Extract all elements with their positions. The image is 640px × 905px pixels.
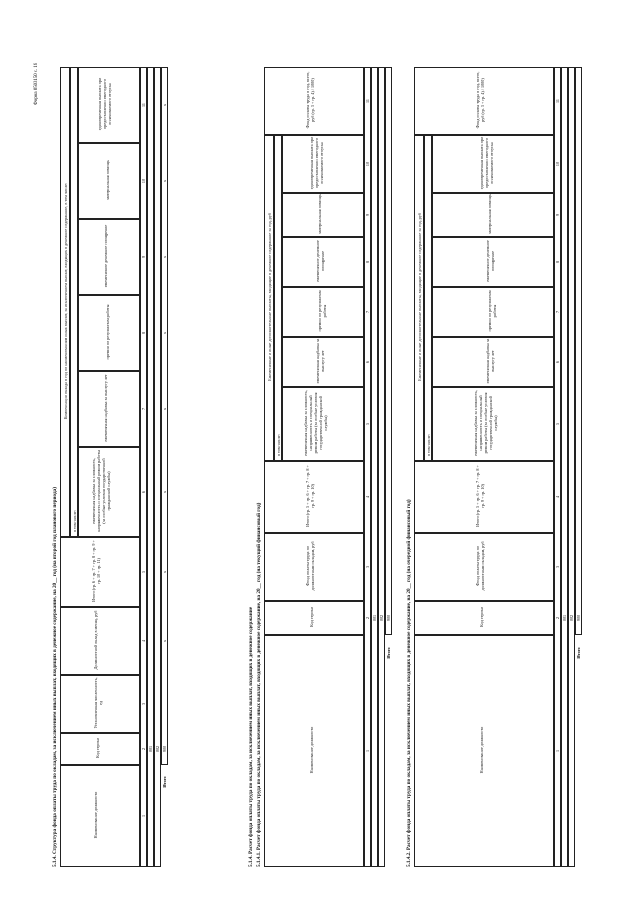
s1-x-mark: х (162, 490, 167, 494)
s3-header-c8: ежемесячное денежное поощрение (432, 237, 554, 287)
s1-total-label: Итого (162, 776, 167, 788)
s1-colnum: 11 (141, 102, 146, 108)
s3-header-c7: премии по результатам работы (432, 287, 554, 337)
s3-colnum: 6 (555, 360, 560, 364)
s1-x-mark: х (162, 570, 167, 574)
s1-header-staff: Установленная численность, ед (60, 675, 140, 733)
s3-total-row (575, 67, 582, 635)
s3-total-label: Итого (576, 647, 581, 659)
section-3-title: 5.1.4.2. Расчет фонда оплаты труда по окладам, за исключением иных выплат, входящих в денежное содержание, на 20__ год (на очередной финансовый год) (406, 499, 412, 867)
s3-row-code: 002 (569, 614, 574, 622)
s1-header-position: Наименование должности (60, 765, 140, 867)
s3-header-c10: единовременная выплата при предоставлении ежегодного оплачиваемого отпуска (432, 135, 554, 193)
table-row (371, 67, 378, 867)
s1-colnum: 1 (141, 814, 146, 818)
s3-header-c9: материальная помощь (432, 193, 554, 237)
s2-header-c11: Фонд оплаты труда в год, всего, руб (гр. 3 + гр. 4) / 1000) (264, 67, 364, 135)
s2-row-code: 001 (372, 614, 377, 622)
s1-header-total: Итого (гр. 6 + гр. 7 + гр. 8 + гр. 9 + гр. 10 + гр. 11) (60, 537, 140, 607)
s1-x-mark: х (162, 331, 167, 335)
s3-header-group: Ежемесячные и иные дополнительные выплаты, входящие в денежное содержание за год, руб (414, 135, 424, 461)
s3-colnum: 1 (555, 749, 560, 753)
s2-colnum: 6 (365, 360, 370, 364)
s1-header-c11: единовременная выплата при предоставлении ежегодного оплачиваемого отпуска (78, 67, 140, 143)
s2-total-label: Итого (386, 647, 391, 659)
s3-colnum: 9 (555, 213, 560, 217)
section-1-title: 5.1.4. Структура фонда оплаты труда по окладам, за исключением иных выплат, входящих в денежное содержание, на 20__ год (на второй год планового периода) (52, 487, 58, 867)
s2-header-c5: ежемесячная надбавка за сложность, напряженность и специальный режим работы (за особые условия государственной гражданской службы) (282, 387, 364, 461)
s3-header-position: Наименование должности (414, 635, 554, 867)
s1-x-mark: х (162, 407, 167, 411)
s1-colnum: 8 (141, 331, 146, 335)
s2-header-c7: премии по результатам работы (282, 287, 364, 337)
s2-header-total: Итого (гр. 5 + гр. 6 + гр. 7 + гр. 8 + гр. 9 + гр. 10) (264, 461, 364, 533)
s3-colnum: 3 (555, 565, 560, 569)
s2-colnum: 3 (365, 565, 370, 569)
s3-colnum: 5 (555, 422, 560, 426)
s2-colnum: 10 (365, 161, 370, 167)
s3-header-incl: в том числе: (424, 135, 432, 461)
s2-header-c8: ежемесячное денежное поощрение (282, 237, 364, 287)
table-row (378, 67, 385, 867)
s3-colnum: 4 (555, 495, 560, 499)
table-row (561, 67, 568, 867)
s2-header-c10: единовременная выплата при предоставлении ежегодного оплачиваемого отпуска (282, 135, 364, 193)
s3-colnum: 10 (555, 161, 560, 167)
s2-total-code: 900 (386, 614, 391, 622)
s2-colnum: 9 (365, 213, 370, 217)
s1-header-incl: в том числе: (70, 67, 78, 537)
s1-colnum: 9 (141, 255, 146, 259)
s3-colnum: 2 (555, 616, 560, 620)
s1-x-mark: х (162, 255, 167, 259)
s3-header-code: Код строки (414, 601, 554, 635)
s2-colnum: 7 (365, 310, 370, 314)
section-2-title: 5.1.4. Расчет фонда оплаты труда по окладам, за исключением иных выплат, входящих в денежное содержание (248, 607, 254, 867)
s1-colnum: 5 (141, 570, 146, 574)
s1-x-mark: х (162, 179, 167, 183)
s3-header-c5: ежемесячная надбавка за сложность, напряженность и специальный режим работы (за особые условия государственной гражданской службы) (432, 387, 554, 461)
s1-header-salary: Должностной оклад в месяц, руб (60, 607, 140, 675)
s2-row-code: 002 (379, 614, 384, 622)
s3-row-code: 001 (562, 614, 567, 622)
s2-colnum: 5 (365, 422, 370, 426)
s1-header-c6: ежемесячная надбавка за сложность, напряженность и специальный режим работы (за особые условия государственной гражданской службы) (78, 447, 140, 537)
s2-header-incl: в том числе: (274, 135, 282, 461)
s1-x-mark: х (162, 103, 167, 107)
s2-colnum: 4 (365, 495, 370, 499)
s1-header-c8: премии по результатам работы (78, 295, 140, 371)
s2-header-c6: ежемесячная надбавка за выслугу лет (282, 337, 364, 387)
s1-colnum: 4 (141, 639, 146, 643)
s2-total-row (385, 67, 392, 635)
s1-colnum: 7 (141, 407, 146, 411)
s1-x-mark: х (162, 639, 167, 643)
s3-header-c6: ежемесячная надбавка за выслугу лет (432, 337, 554, 387)
s3-header-total: Итого (гр. 5 + гр. 6 + гр. 7 + гр. 8 + гр. 9 + гр. 10) (414, 461, 554, 533)
s1-header-c9: ежемесячное денежное поощрение (78, 219, 140, 295)
table-row (568, 67, 575, 867)
form-code: Форма 0503150 с. 16 (34, 62, 39, 105)
s1-row-code: 001 (148, 745, 153, 753)
s1-colnum: 3 (141, 702, 146, 706)
s2-header-code: Код строки (264, 601, 364, 635)
s2-colnum: 8 (365, 260, 370, 264)
s1-total-code: 900 (162, 745, 167, 753)
s1-colnum: 2 (141, 747, 146, 751)
s2-colnum: 2 (365, 616, 370, 620)
s1-header-code: Код строки (60, 733, 140, 765)
s2-colnum: 11 (365, 98, 370, 104)
s3-colnum: 8 (555, 260, 560, 264)
s3-colnum: 7 (555, 310, 560, 314)
s1-header-c7: ежемесячная надбавка за выслугу лет (78, 371, 140, 447)
s1-colnum: 6 (141, 490, 146, 494)
s3-total-code: 900 (576, 614, 581, 622)
s1-header-c10: материальная помощь (78, 143, 140, 219)
s2-header-group: Ежемесячные и иные дополнительные выплаты, входящие в денежное содержание за год, руб (264, 135, 274, 461)
s1-colnum: 10 (141, 178, 146, 184)
s2-header-fund: Фонд оплаты труда по должностным окладам, руб (264, 533, 364, 601)
s2-header-position: Наименование должности (264, 635, 364, 867)
s1-header-group: Компенсации оклада в год по наименованиям иных выплат, за исключением выплат, входящих в денежное содержание, в том числе: (60, 67, 70, 537)
s2-header-c9: материальная помощь (282, 193, 364, 237)
s1-row-code: 002 (155, 745, 160, 753)
section-2-subtitle: 5.1.4.1. Расчет фонда оплаты труда по окладам, за исключением иных выплат, входящих в денежное содержание, на 20__ год (на текущий финансовый год) (256, 502, 262, 867)
s3-header-fund: Фонд оплаты труда по должностным окладам, руб (414, 533, 554, 601)
s3-colnum: 11 (555, 98, 560, 104)
s3-header-c11: Фонд оплаты труда в год, всего, руб (гр. 3 + гр. 4) / 1000) (414, 67, 554, 135)
s2-colnum: 1 (365, 749, 370, 753)
